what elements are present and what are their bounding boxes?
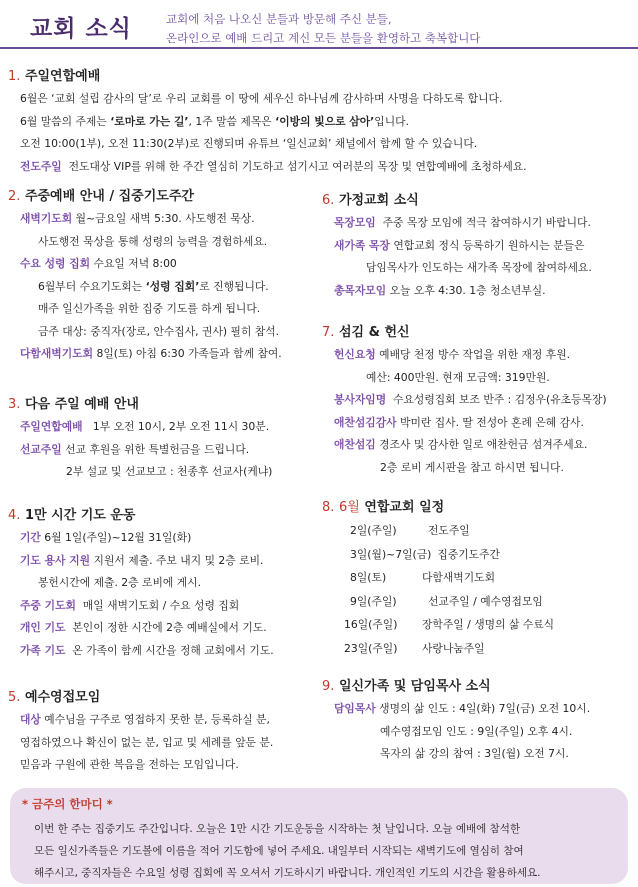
- text-line: 담임목사 생명의 삶 인도 : 4일(화) 7일(금) 오전 10시.: [334, 702, 591, 715]
- keyword-label: 총목자모임: [334, 283, 387, 297]
- schedule-event: 전도주일: [428, 524, 470, 537]
- text-line: 주중 기도회 매일 새벽기도회 / 수요 성령 집회: [20, 598, 240, 612]
- keyword-label: 다함새벽기도회: [20, 347, 94, 360]
- weekly-message-box: [10, 788, 628, 884]
- text-line: 담임목사가 인도하는 새가족 목장에 참여하세요.: [366, 261, 592, 274]
- text-line: 봉헌시간에 제출. 2층 로비에 게시.: [38, 576, 202, 589]
- text-line: 오전 10:00(1부), 오전 11:30(2부)로 진행되며 유튜브 ‘일신교회’ 채널에서 함께 할 수 있습니다.: [20, 137, 478, 150]
- section-schedule: [322, 497, 630, 660]
- schedule-date: 23일(주일): [344, 641, 398, 655]
- text-line: 기도 용사 지원 지원서 제출. 주보 내지 및 2층 로비.: [20, 553, 264, 567]
- keyword-label: 대상: [20, 713, 41, 726]
- text-line: 사도행전 묵상을 통해 성령의 능력을 경험하세요.: [38, 234, 268, 248]
- text-line: 애찬섬김 경조사 및 감사한 일로 애찬헌금 섬겨주세요.: [334, 438, 588, 451]
- keyword-label: 주중 기도회: [20, 598, 76, 612]
- text-line: 목장모임 주중 목장 모임에 적극 참여하시기 바랍니다.: [334, 216, 591, 229]
- header: [0, 0, 638, 50]
- header-subtitle-line1: 교회에 처음 나오신 분들과 방문해 주신 분들,: [166, 12, 392, 26]
- section-title: 7. 섬김 & 헌신: [322, 325, 410, 340]
- text-line: 2층 로비 게시판을 참고 하시면 됩니다.: [380, 460, 564, 474]
- schedule-event: 사랑나눔주일: [422, 641, 485, 655]
- text-line: 이번 한 주는 집중기도 주간입니다. 오늘은 1만 시간 기도운동을 시작하는 첫 날입니다. 오늘 예배에 참석한: [34, 823, 521, 835]
- text-line: 6월은 ‘교회 설립 감사의 달’로 우리 교회를 이 땅에 세우신 하나님께 감사하며 사명을 다하도록 합니다.: [20, 92, 503, 105]
- section-service-devotion: [322, 322, 630, 479]
- keyword-label: 애찬섬김감사: [334, 415, 397, 429]
- section-number: 1.: [8, 69, 21, 84]
- section-title: 6. 가정교회 소식: [322, 193, 419, 208]
- text-line: 전도주일 전도대상 VIP를 위해 한 주간 열심히 기도하고 섬기시고 여러분의 목장 및 연합예배에 초청하세요.: [20, 159, 527, 173]
- text-line: 헌신요청 예배당 천정 방수 작업을 위한 재정 후원.: [334, 348, 571, 361]
- section-title: 4. 1만 시간 기도 운동: [8, 508, 136, 523]
- weekly-message-text: [34, 818, 624, 884]
- header-subtitle-line2: 온라인으로 예배 드리고 계신 모든 분들을 환영하고 축복합니다: [166, 31, 481, 45]
- schedule-event: 집중기도주간: [437, 547, 500, 561]
- text-line: 영접하였으나 확신이 없는 분, 입교 및 세례를 앞둔 분.: [20, 735, 274, 749]
- schedule-date: 8일(토): [350, 571, 387, 584]
- text-line: 기간 6월 1일(주일)~12월 31일(화): [20, 531, 192, 544]
- keyword-label: 기도 용사 지원: [20, 553, 91, 567]
- weekly-message-title: * 금주의 한마디 *: [22, 797, 113, 811]
- schedule-event: 장학주일 / 생명의 삶 수료식: [422, 618, 555, 631]
- text-line: 6월 말씀의 주제는 ‘로마로 가는 길’, 1주 말씀 제목은 ‘이방의 빛으로 삼아’입니다.: [20, 114, 410, 128]
- text-line: 총목자모임 오늘 오후 4:30. 1층 청소년부실.: [334, 283, 546, 297]
- text-line: 모든 일신가족들은 기도볼에 이름을 적어 기도함에 넣어 주세요. 내일부터 시작되는 새벽기도에 열심히 참여: [34, 845, 524, 857]
- text-line: 개인 기도 본인이 정한 시간에 2층 예배실에서 기도.: [20, 621, 267, 634]
- text-line: 가족 기도 온 가족이 함께 시간을 정해 교회에서 기도.: [20, 643, 274, 657]
- keyword-label: 애찬섬김: [334, 438, 376, 451]
- section-jesus-meeting: [8, 687, 318, 777]
- text-line: 선교주일 선교 후원을 위한 특별헌금을 드립니다.: [20, 442, 250, 456]
- keyword-label: 기간: [20, 531, 41, 544]
- keyword-label: 전도주일: [20, 159, 62, 173]
- schedule-date: 9일(주일): [350, 594, 397, 608]
- section-title: 3. 다음 주일 예배 안내: [8, 397, 139, 412]
- keyword-label: 수요 성령 집회: [20, 257, 91, 270]
- text-line: 애찬섬김감사 박미란 집사. 딸 전성아 혼례 은혜 감사.: [334, 415, 584, 429]
- section-sunday-worship: [8, 66, 628, 178]
- section-title-text: 주일연합예배: [24, 69, 101, 84]
- text-line: 새가족 목장 연합교회 정식 등록하기 원하시는 분들은: [334, 238, 585, 252]
- section-title: 9. 일신가족 및 담임목사 소식: [322, 679, 491, 694]
- page-title: 교회 소식: [30, 16, 132, 42]
- section-house-church: [322, 190, 630, 302]
- section-weekday-worship: [8, 186, 318, 366]
- keyword-label: 개인 기도: [20, 621, 66, 634]
- schedule-list: [322, 519, 630, 660]
- schedule-row: [322, 590, 630, 614]
- text-line: 다함새벽기도회 8일(토) 아침 6:30 가족들과 함께 참여.: [20, 347, 282, 360]
- section-next-sunday: [8, 394, 318, 484]
- header-divider: [0, 47, 638, 49]
- text-line: 목자의 삶 강의 참여 : 3일(월) 오전 7시.: [380, 747, 569, 760]
- schedule-row: [322, 566, 630, 590]
- text-line: 주일연합예배 1부 오전 10시, 2부 오전 11시 30분.: [20, 420, 270, 433]
- schedule-event: 선교주일 / 예수영접모임: [428, 594, 543, 608]
- text-line: 예산: 400만원. 현재 모금액: 319만원.: [366, 370, 550, 384]
- text-line: 금주 대상: 중직자(장로, 안수집사, 권사) 필히 참석.: [38, 324, 280, 338]
- text-line: 2부 설교 및 선교보고 : 천종후 선교사(케냐): [66, 465, 273, 478]
- section-title: [8, 66, 628, 88]
- text-line: 매주 일신가족을 위한 집중 기도를 하게 됩니다.: [38, 302, 261, 315]
- schedule-row: [322, 543, 630, 567]
- keyword-label: 주일연합예배: [20, 420, 83, 433]
- text-line: 6월부터 수요기도회는 ‘성령 집회’로 진행됩니다.: [38, 279, 269, 293]
- schedule-row: [322, 637, 630, 661]
- keyword-label: 헌신요청: [334, 348, 376, 361]
- text-line: 해주시고, 중직자들은 수요일 성령 집회에 꼭 오셔서 기도하시기 바랍니다. 개인적인 기도의 시간을 활용하세요.: [34, 867, 541, 879]
- keyword-label: 목장모임: [334, 216, 376, 229]
- keyword-label: 담임목사: [334, 702, 376, 715]
- keyword-label: 가족 기도: [20, 643, 66, 657]
- keyword-label: 선교주일: [20, 442, 62, 456]
- schedule-date: 2일(주일): [350, 524, 397, 537]
- keyword-label: 봉사자임명: [334, 393, 387, 406]
- section-title: 2. 주중예배 안내 / 집중기도주간: [8, 189, 194, 204]
- section-title: 8. 6월 연합교회 일정: [322, 500, 445, 515]
- text-line: 새벽기도회 월~금요일 새벽 5:30. 사도행전 묵상.: [20, 212, 255, 225]
- section-prayer-movement: [8, 505, 318, 662]
- schedule-row: [322, 613, 630, 637]
- header-subtitle: [166, 10, 480, 48]
- keyword-label: 새벽기도회: [20, 212, 73, 225]
- schedule-date: 3일(월)~7일(금): [350, 547, 432, 561]
- text-line: 예수영접모임 인도 : 9일(주일) 오후 4시.: [380, 724, 573, 738]
- schedule-row: [322, 519, 630, 543]
- text-line: 믿음과 구원에 관한 복음을 전하는 모임입니다.: [20, 758, 239, 771]
- schedule-event: 다함새벽기도회: [422, 571, 496, 584]
- section-title: 5. 예수영접모임: [8, 690, 101, 705]
- text-line: 대상 예수님을 구주로 영접하지 못한 분, 등록하실 분,: [20, 713, 270, 726]
- section-family-news: [322, 676, 630, 766]
- text-line: 봉사자임명 수요성령집회 보조 반주 : 김정우(유초등목장): [334, 393, 607, 406]
- keyword-label: 새가족 목장: [334, 238, 390, 252]
- schedule-date: 16일(주일): [344, 618, 398, 631]
- text-line: 수요 성령 집회 수요일 저녁 8:00: [20, 257, 177, 270]
